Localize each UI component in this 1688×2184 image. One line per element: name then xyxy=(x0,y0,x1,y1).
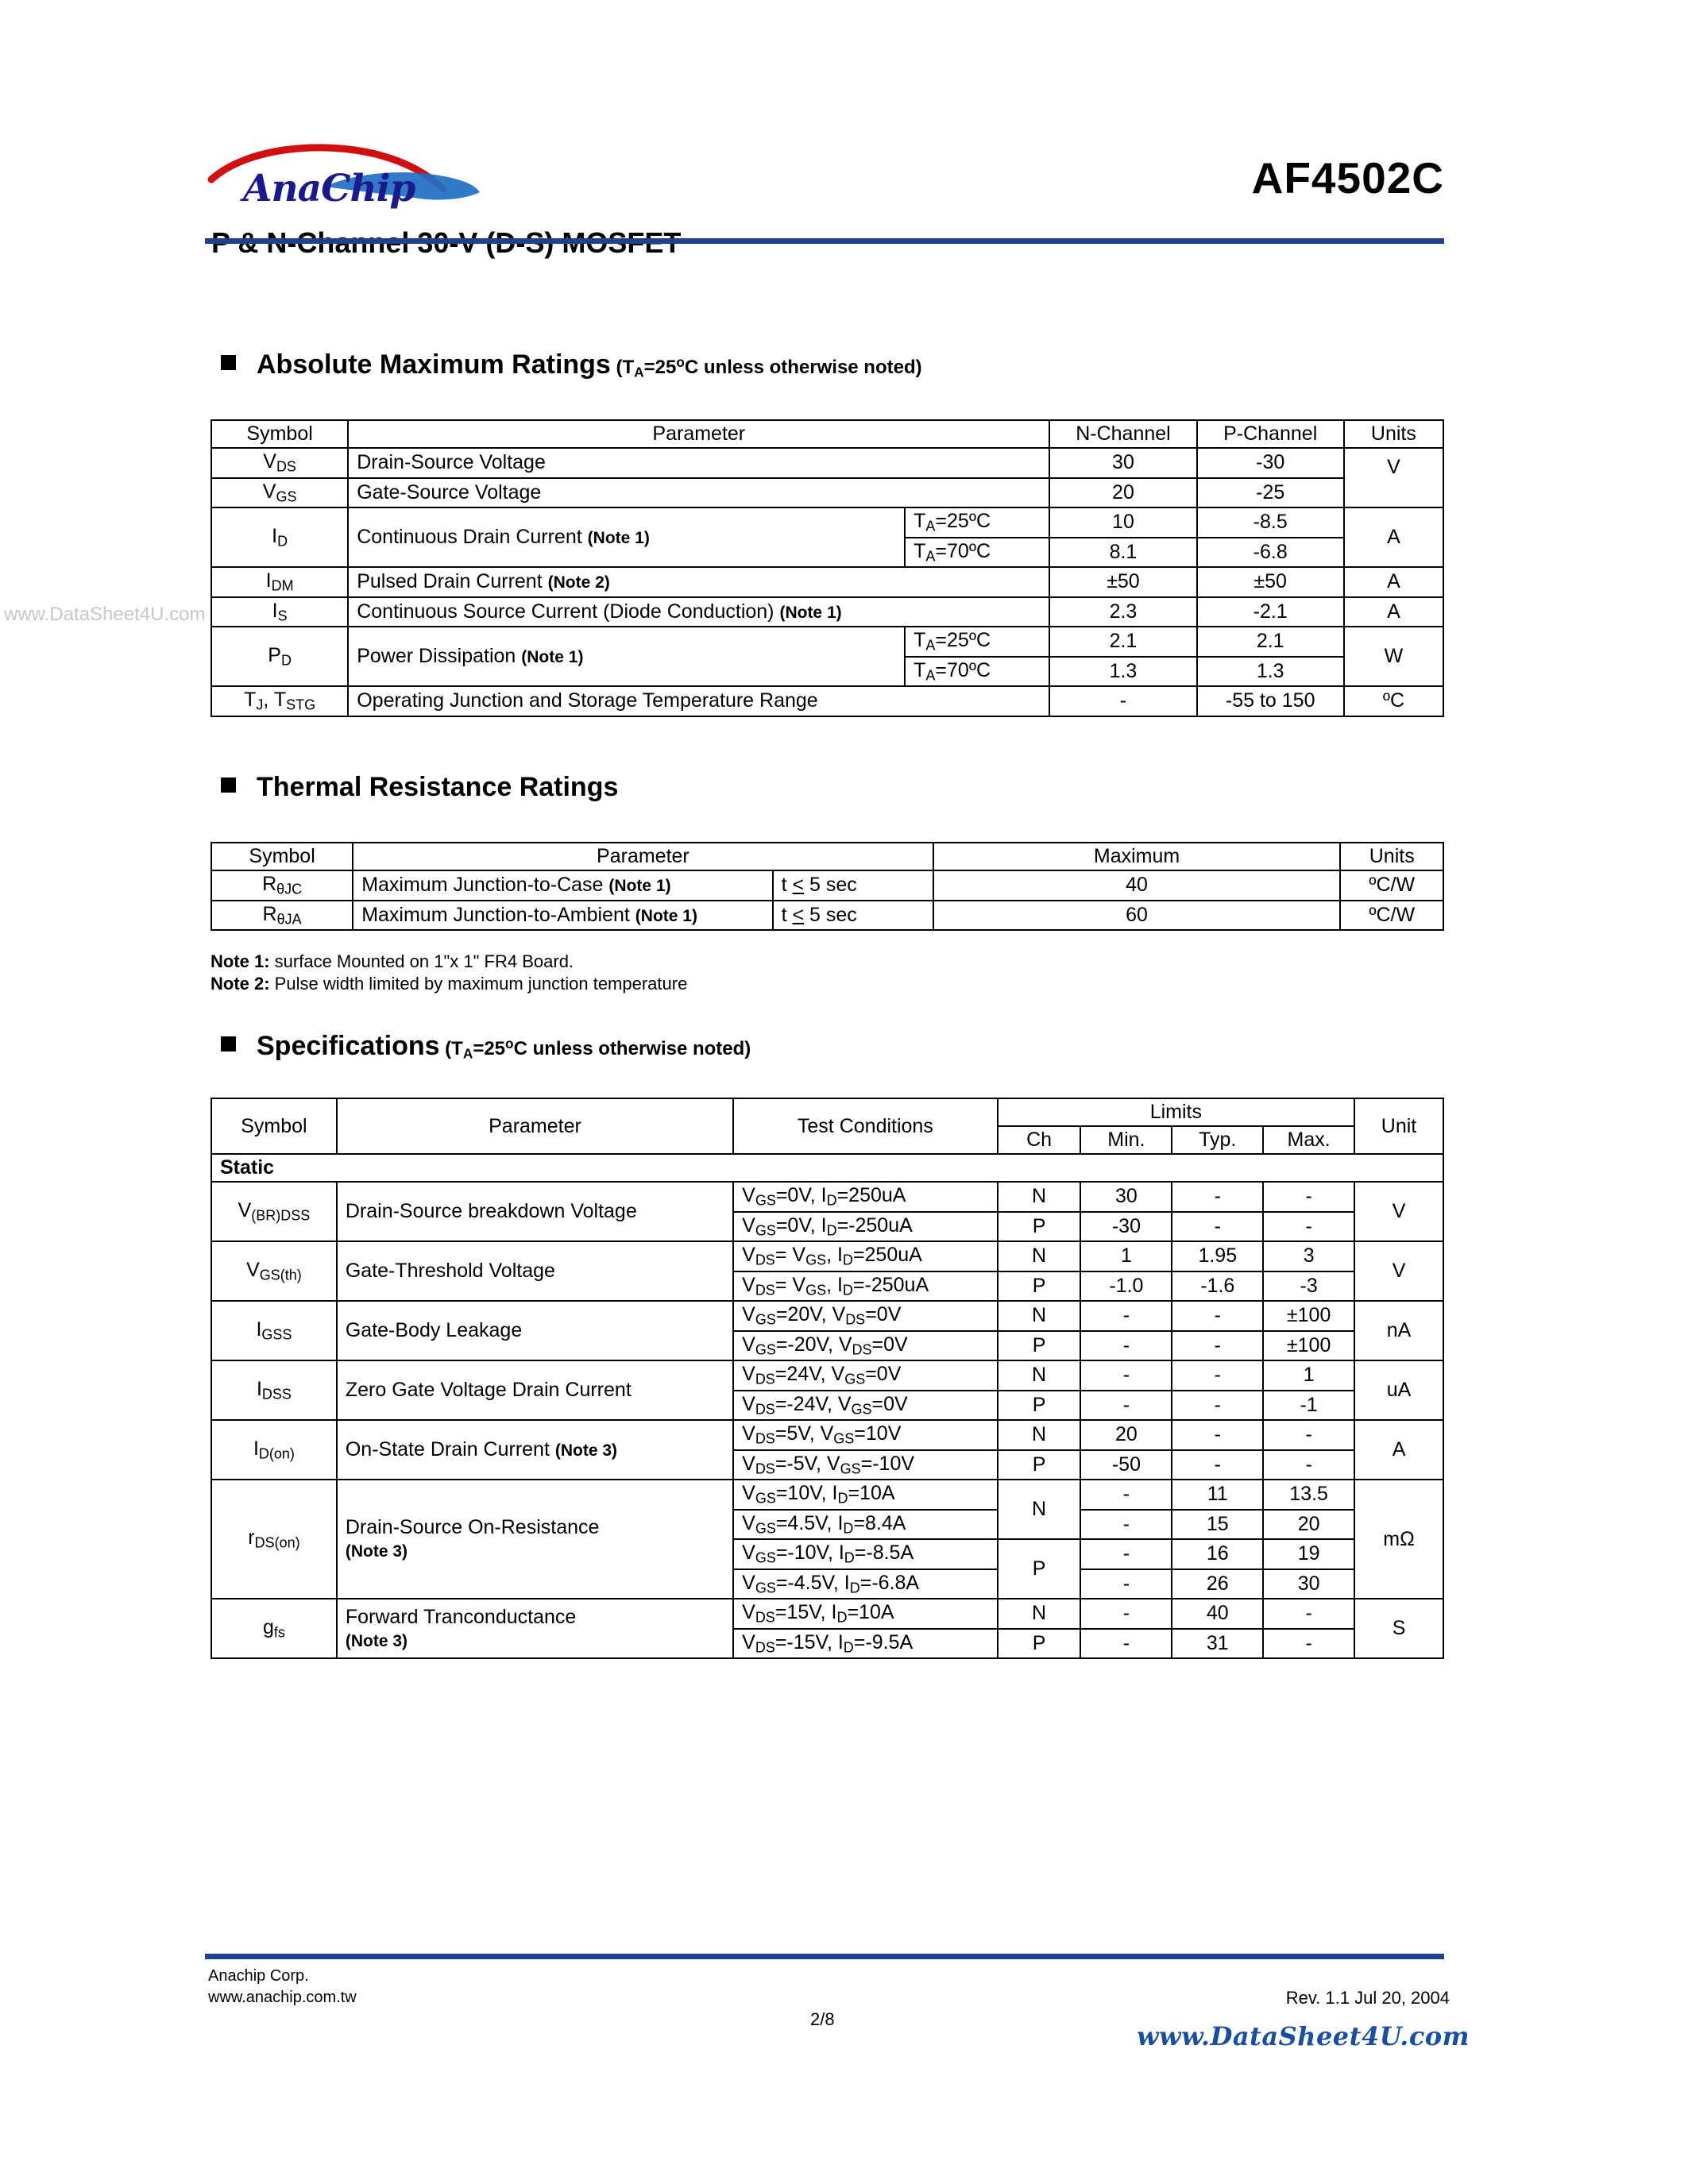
cell-max: 3 xyxy=(1263,1241,1354,1271)
table-row xyxy=(211,507,1443,538)
cell-min: - xyxy=(1080,1629,1172,1659)
cell-max: 20 xyxy=(1263,1510,1354,1540)
cell-max: - xyxy=(1263,1182,1354,1212)
table-row xyxy=(211,597,1443,627)
cell-unit: V xyxy=(1354,1182,1443,1241)
cell-max: - xyxy=(1263,1420,1354,1450)
cell-n: 30 xyxy=(1049,448,1196,478)
col-parameter: Parameter xyxy=(337,1098,733,1154)
cell-condition: $V_{GS}=10V$, $I_D=10A$ xyxy=(733,1480,998,1510)
cell-symbol: $R_{\theta JA}$ xyxy=(211,901,353,931)
cell-max: ±100 xyxy=(1263,1301,1354,1331)
cell-parameter: Zero Gate Voltage Drain Current xyxy=(337,1360,733,1420)
cell-condition: $V_{GS}=0V$, $I_D=250uA$ xyxy=(733,1182,998,1212)
logo-wordmark: AnaChip xyxy=(243,167,415,210)
cell-typ: 40 xyxy=(1172,1599,1263,1629)
cell-p: -25 xyxy=(1197,478,1344,508)
cell-symbol: $I_S$ xyxy=(211,597,348,627)
cell-units: W xyxy=(1344,627,1443,686)
cell-min: -50 xyxy=(1080,1450,1172,1480)
cell-units: ºC/W xyxy=(1340,901,1443,931)
table-header-row xyxy=(211,1098,1443,1126)
cell-parameter: Gate-Threshold Voltage xyxy=(337,1241,733,1301)
cell-condition: $V_{GS}=-10V$, $I_D=-8.5A$ xyxy=(733,1539,998,1569)
cell-typ: - xyxy=(1172,1212,1263,1242)
col-typ: Typ. xyxy=(1172,1126,1263,1154)
cell-n: 1.3 xyxy=(1049,657,1196,687)
cell-typ: - xyxy=(1172,1360,1263,1391)
cell-symbol: $V_{GS}$ xyxy=(211,478,348,508)
thermal-resistance-table xyxy=(211,842,1444,931)
section-heading-specs xyxy=(221,1031,751,1062)
cell-max: - xyxy=(1263,1599,1354,1629)
cell-symbol: $I_{DM}$ xyxy=(211,567,348,597)
col-parameter: Parameter xyxy=(353,843,933,870)
col-symbol: Symbol xyxy=(211,1098,337,1154)
cell-min: - xyxy=(1080,1301,1172,1331)
cell-symbol: $P_D$ xyxy=(211,627,348,686)
header-divider xyxy=(205,238,1444,244)
cell-symbol: $r_{DS(on)}$ xyxy=(211,1480,337,1599)
cell-p: -55 to 150 xyxy=(1197,686,1344,716)
cell-min: - xyxy=(1080,1539,1172,1569)
table-row xyxy=(211,1480,1443,1510)
cell-parameter: Drain-Source Voltage xyxy=(348,448,1049,478)
section-heading-abs-max xyxy=(221,349,922,380)
cell-parameter: Forward Tranconductance (Note 3) xyxy=(337,1599,733,1658)
watermark-left: www.DataSheet4U.com xyxy=(4,604,206,625)
cell-min: -30 xyxy=(1080,1212,1172,1242)
cell-parameter: Gate-Source Voltage xyxy=(348,478,1049,508)
col-ch: Ch xyxy=(998,1126,1081,1154)
cell-min: 1 xyxy=(1080,1241,1172,1271)
cell-unit: S xyxy=(1354,1599,1443,1658)
cell-typ: - xyxy=(1172,1182,1263,1212)
cell-min: 30 xyxy=(1080,1182,1172,1212)
cell-symbol: $I_D$ xyxy=(211,507,348,567)
cell-min: - xyxy=(1080,1331,1172,1361)
cell-typ: - xyxy=(1172,1450,1263,1480)
group-label-static: Static xyxy=(211,1154,1443,1182)
cell-condition: $T_A=70ºC$ xyxy=(905,538,1049,568)
cell-unit: mΩ xyxy=(1354,1480,1443,1599)
col-symbol: Symbol xyxy=(211,843,353,870)
cell-parameter: Drain-Source breakdown Voltage xyxy=(337,1182,733,1241)
cell-parameter: Pulsed Drain Current (Note 2) xyxy=(348,567,1049,597)
abs-max-suffix: ($T_A=25^oC$ unless otherwise noted) xyxy=(610,354,922,380)
cell-condition: $V_{DS}=15V$, $I_D=10A$ xyxy=(733,1599,998,1629)
cell-n: - xyxy=(1049,686,1196,716)
cell-condition: t < 5 sec xyxy=(773,901,933,931)
col-units: Units xyxy=(1344,420,1443,448)
cell-units: V xyxy=(1344,478,1443,508)
table-row xyxy=(211,567,1443,597)
cell-typ: - xyxy=(1172,1391,1263,1421)
table-header-row xyxy=(211,843,1443,870)
cell-condition: $V_{DS}=5V$, $V_{GS}=10V$ xyxy=(733,1420,998,1450)
cell-condition: $V_{GS}=20V$, $V_{DS}=0V$ xyxy=(733,1301,998,1331)
table-group-row xyxy=(211,1154,1443,1182)
cell-symbol: $V_{DS}$ xyxy=(211,448,348,478)
cell-n: 10 xyxy=(1049,507,1196,538)
cell-min: - xyxy=(1080,1599,1172,1629)
thermal-title: Thermal Resistance Ratings xyxy=(257,772,619,802)
table-row xyxy=(211,627,1443,657)
cell-unit: nA xyxy=(1354,1301,1443,1360)
table-header-row xyxy=(211,420,1443,448)
watermark-bottom-right: www.DataSheet4U.com xyxy=(1137,2021,1470,2051)
cell-max: 19 xyxy=(1263,1539,1354,1569)
cell-parameter: Maximum Junction-to-Case (Note 1) xyxy=(353,870,772,901)
cell-ch: N xyxy=(998,1420,1081,1450)
table-row xyxy=(211,1360,1443,1391)
cell-condition: $V_{DS}=24V$, $V_{GS}=0V$ xyxy=(733,1360,998,1391)
col-max: Max. xyxy=(1263,1126,1354,1154)
cell-typ: 1.95 xyxy=(1172,1241,1263,1271)
cell-typ: - xyxy=(1172,1301,1263,1331)
cell-p: -2.1 xyxy=(1197,597,1344,627)
specs-suffix: ($T_A=25^oC$ unless otherwise noted) xyxy=(439,1036,751,1062)
footer-company-block xyxy=(208,1966,357,2008)
cell-typ: 15 xyxy=(1172,1510,1263,1540)
cell-parameter: Gate-Body Leakage xyxy=(337,1301,733,1360)
cell-condition: $V_{DS}=-24V$, $V_{GS}=0V$ xyxy=(733,1391,998,1421)
specs-title: Specifications xyxy=(257,1031,440,1061)
cell-typ: 11 xyxy=(1172,1480,1263,1510)
bullet-icon xyxy=(221,1036,236,1051)
cell-ch: N xyxy=(998,1360,1081,1391)
cell-typ: - xyxy=(1172,1331,1263,1361)
cell-condition: $V_{DS}=-15V$, $I_D=-9.5A$ xyxy=(733,1629,998,1659)
col-parameter: Parameter xyxy=(348,420,1049,448)
cell-condition: $V_{DS}= V_{GS}$, $I_D=250uA$ xyxy=(733,1241,998,1271)
cell-ch: P xyxy=(998,1629,1081,1659)
table-row xyxy=(211,1182,1443,1212)
cell-min: 20 xyxy=(1080,1420,1172,1450)
section-heading-thermal xyxy=(221,772,618,803)
cell-unit: A xyxy=(1354,1420,1443,1480)
cell-n: 8.1 xyxy=(1049,538,1196,568)
table-row xyxy=(211,1241,1443,1271)
part-number: AF4502C xyxy=(1251,153,1444,203)
cell-parameter: Maximum Junction-to-Ambient (Note 1) xyxy=(353,901,772,931)
cell-max: - xyxy=(1263,1212,1354,1242)
cell-ch: N xyxy=(998,1480,1081,1539)
cell-condition: $V_{DS}= V_{GS}$, $I_D=-250uA$ xyxy=(733,1271,998,1302)
cell-symbol: $I_{D(on)}$ xyxy=(211,1420,337,1480)
cell-n: 2.3 xyxy=(1049,597,1196,627)
cell-max: - xyxy=(1263,1450,1354,1480)
cell-symbol: $V_{GS(th)}$ xyxy=(211,1241,337,1301)
cell-typ: -1.6 xyxy=(1172,1271,1263,1302)
col-units: Units xyxy=(1340,843,1443,870)
cell-condition: $T_A=70ºC$ xyxy=(905,657,1049,687)
cell-units: ºC xyxy=(1344,686,1443,716)
cell-typ: 16 xyxy=(1172,1539,1263,1569)
cell-parameter: Continuous Drain Current (Note 1) xyxy=(348,507,905,567)
cell-unit: uA xyxy=(1354,1360,1443,1420)
cell-condition: $V_{GS}=0V$, $I_D=-250uA$ xyxy=(733,1212,998,1242)
cell-max: - xyxy=(1263,1629,1354,1659)
cell-ch: P xyxy=(998,1450,1081,1480)
cell-p: -6.8 xyxy=(1197,538,1344,568)
cell-ch: P xyxy=(998,1391,1081,1421)
cell-min: - xyxy=(1080,1510,1172,1540)
cell-maximum: 40 xyxy=(933,870,1341,901)
bullet-icon xyxy=(221,778,236,793)
cell-p: ±50 xyxy=(1197,567,1344,597)
cell-n: ±50 xyxy=(1049,567,1196,597)
cell-symbol: $V_{(BR)DSS}$ xyxy=(211,1182,337,1241)
cell-parameter: Drain-Source On-Resistance (Note 3) xyxy=(337,1480,733,1599)
specifications-table xyxy=(211,1098,1444,1659)
cell-symbol: $T_J$, $T_{STG}$ xyxy=(211,686,348,716)
footer-page-number: 2/8 xyxy=(810,2009,835,2029)
cell-min: - xyxy=(1080,1480,1172,1510)
col-limits: Limits xyxy=(998,1098,1354,1126)
col-unit: Unit xyxy=(1354,1098,1443,1154)
col-p-channel: P-Channel xyxy=(1197,420,1344,448)
footer-website: www.anachip.com.tw xyxy=(208,1989,357,2006)
table-row xyxy=(211,1599,1443,1629)
cell-condition: t < 5 sec xyxy=(773,870,933,901)
cell-symbol: $g_{fs}$ xyxy=(211,1599,337,1658)
anachip-logo xyxy=(205,143,491,230)
cell-max: ±100 xyxy=(1263,1331,1354,1361)
table-row xyxy=(211,901,1443,931)
cell-parameter: Continuous Source Current (Diode Conduction) (Note 1) xyxy=(348,597,1049,627)
cell-ch: N xyxy=(998,1241,1081,1271)
note-1: Note 1: surface Mounted on 1"x 1" FR4 Board. xyxy=(211,951,574,971)
cell-condition: $V_{GS}=-4.5V$, $I_D=-6.8A$ xyxy=(733,1569,998,1599)
col-test-conditions: Test Conditions xyxy=(733,1098,998,1154)
cell-n: 2.1 xyxy=(1049,627,1196,657)
bullet-icon xyxy=(221,355,236,370)
table-row xyxy=(211,1301,1443,1331)
cell-typ: - xyxy=(1172,1420,1263,1450)
footer-revision: Rev. 1.1 Jul 20, 2004 xyxy=(1285,1988,1450,2008)
cell-symbol: $I_{GSS}$ xyxy=(211,1301,337,1360)
cell-parameter: Power Dissipation (Note 1) xyxy=(348,627,905,686)
cell-n: 20 xyxy=(1049,478,1196,508)
cell-min: -1.0 xyxy=(1080,1271,1172,1302)
cell-min: - xyxy=(1080,1360,1172,1391)
cell-units: A xyxy=(1344,567,1443,597)
col-symbol: Symbol xyxy=(211,420,348,448)
cell-p: 1.3 xyxy=(1197,657,1344,687)
cell-typ: 26 xyxy=(1172,1569,1263,1599)
cell-symbol: $R_{\theta JC}$ xyxy=(211,870,353,901)
footer-company: Anachip Corp. xyxy=(208,1967,309,1985)
cell-condition: $T_A=25ºC$ xyxy=(905,627,1049,657)
cell-unit: V xyxy=(1354,1241,1443,1301)
cell-min: - xyxy=(1080,1569,1172,1599)
cell-max: -1 xyxy=(1263,1391,1354,1421)
cell-ch: N xyxy=(998,1182,1081,1212)
cell-condition: $V_{GS}=-20V$, $V_{DS}=0V$ xyxy=(733,1331,998,1361)
note-2: Note 2: Pulse width limited by maximum junction temperature xyxy=(211,974,688,994)
cell-ch: P xyxy=(998,1331,1081,1361)
table-row xyxy=(211,478,1443,508)
cell-ch: P xyxy=(998,1212,1081,1242)
cell-ch: N xyxy=(998,1599,1081,1629)
table-row xyxy=(211,448,1443,478)
cell-units: ºC/W xyxy=(1340,870,1443,901)
cell-parameter: Operating Junction and Storage Temperature Range xyxy=(348,686,1049,716)
cell-typ: 31 xyxy=(1172,1629,1263,1659)
col-maximum: Maximum xyxy=(933,843,1341,870)
cell-p: -30 xyxy=(1197,448,1344,478)
table-row xyxy=(211,686,1443,716)
cell-p: -8.5 xyxy=(1197,507,1344,538)
cell-maximum: 60 xyxy=(933,901,1341,931)
col-min: Min. xyxy=(1080,1126,1172,1154)
cell-parameter: On-State Drain Current (Note 3) xyxy=(337,1420,733,1480)
absolute-maximum-ratings-table xyxy=(211,419,1444,717)
table-row xyxy=(211,1420,1443,1450)
cell-units: A xyxy=(1344,507,1443,567)
col-n-channel: N-Channel xyxy=(1049,420,1196,448)
cell-ch: P xyxy=(998,1539,1081,1599)
table-row xyxy=(211,870,1443,901)
cell-max: 30 xyxy=(1263,1569,1354,1599)
cell-units: A xyxy=(1344,597,1443,627)
footer-divider xyxy=(205,1954,1444,1959)
cell-max: 1 xyxy=(1263,1360,1354,1391)
table-notes xyxy=(211,951,687,995)
cell-symbol: $I_{DSS}$ xyxy=(211,1360,337,1420)
cell-max: -3 xyxy=(1263,1271,1354,1302)
abs-max-title: Absolute Maximum Ratings xyxy=(257,349,611,380)
cell-ch: P xyxy=(998,1271,1081,1302)
cell-condition: $V_{DS}=-5V$, $V_{GS}=-10V$ xyxy=(733,1450,998,1480)
cell-p: 2.1 xyxy=(1197,627,1344,657)
cell-ch: N xyxy=(998,1301,1081,1331)
cell-min: - xyxy=(1080,1391,1172,1421)
cell-condition: $T_A=25ºC$ xyxy=(905,507,1049,538)
cell-max: 13.5 xyxy=(1263,1480,1354,1510)
cell-condition: $V_{GS}=4.5V$, $I_D=8.4A$ xyxy=(733,1510,998,1540)
